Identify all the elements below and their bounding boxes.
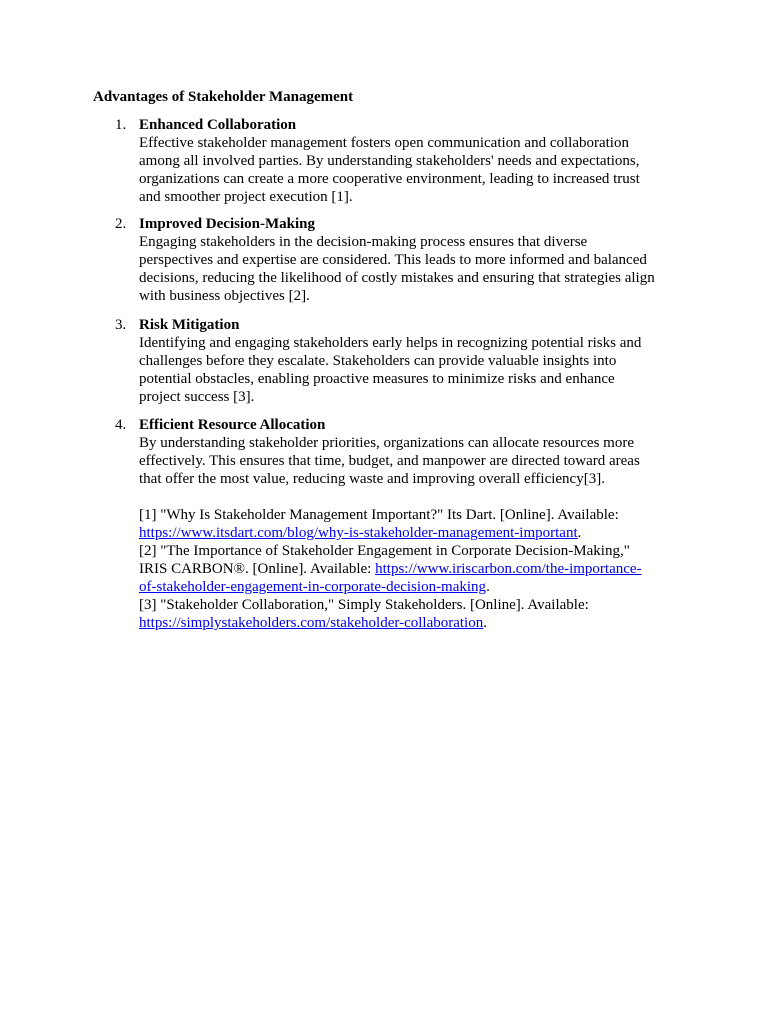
section-heading: Enhanced Collaboration (139, 117, 297, 133)
section-text-line: Identifying and engaging stakeholders early helps in recognizing potential risks and (139, 335, 642, 351)
reference-3-period: . (483, 615, 487, 631)
references (139, 506, 699, 632)
section-text-line: perspectives and expertise are considered. This leads to more informed and balanced (139, 252, 647, 268)
section-number: 3. (115, 317, 127, 333)
reference-1-link[interactable]: https://www.itsdart.com/blog/why-is-stakeholder-management-important (139, 525, 578, 541)
section-text-line: that offer the most value, reducing waste and improving overall efficiency[3]. (139, 471, 605, 487)
reference-2-text: [2] "The Importance of Stakeholder Engagement in Corporate Decision-Making," (139, 543, 630, 559)
reference-1-text: [1] "Why Is Stakeholder Management Important?" Its Dart. [Online]. Available: (139, 507, 619, 523)
reference-3-link[interactable]: https://simplystakeholders.com/stakeholder-collaboration (139, 615, 484, 631)
section-text-line: organizations can create a more cooperative environment, leading to increased trust (139, 171, 640, 187)
section-number: 1. (115, 117, 127, 133)
section-number: 2. (115, 216, 127, 232)
reference-2-source-line (139, 560, 699, 578)
section-text-line: Effective stakeholder management fosters open communication and collaboration (139, 135, 629, 151)
reference-2-period: . (486, 579, 490, 595)
section-body (139, 316, 679, 406)
section-text-line: with business objectives [2]. (139, 288, 310, 304)
section-text-line: project success [3]. (139, 389, 255, 405)
section-text-line: potential obstacles, enabling proactive measures to minimize risks and enhance (139, 371, 615, 387)
document-title: Advantages of Stakeholder Management (93, 89, 354, 105)
section-text-line: challenges before they escalate. Stakeholders can provide valuable insights into (139, 353, 617, 369)
section-text-line: decisions, reducing the likelihood of costly mistakes and ensuring that strategies align (139, 270, 655, 286)
section-body (139, 416, 679, 488)
section-heading: Risk Mitigation (139, 317, 240, 333)
reference-2-link-continued[interactable]: of-stakeholder-engagement-in-corporate-decision-making (139, 579, 487, 595)
section-text-line: By understanding stakeholder priorities, organizations can allocate resources more (139, 435, 634, 451)
section-number: 4. (115, 417, 127, 433)
reference-2-link[interactable]: https://www.iriscarbon.com/the-importance- (375, 561, 642, 577)
section-body (139, 215, 679, 305)
reference-2-source: IRIS CARBON®. [Online]. Available: (139, 561, 376, 577)
section-text-line: effectively. This ensures that time, budget, and manpower are directed toward areas (139, 453, 640, 469)
reference-1-link-line (139, 524, 699, 542)
section-heading: Improved Decision-Making (139, 216, 315, 232)
reference-1-period: . (577, 525, 582, 541)
section-text-line: among all involved parties. By understanding stakeholders' needs and expectations, (139, 153, 640, 169)
section-text-line: Engaging stakeholders in the decision-making process ensures that diverse (139, 234, 588, 250)
section-text-line: and smoother project execution [1]. (139, 189, 353, 205)
section-body (139, 116, 679, 206)
reference-3-link-line (139, 614, 699, 632)
section-heading: Efficient Resource Allocation (139, 417, 326, 433)
reference-2-link-line (139, 578, 699, 596)
reference-3-text: [3] "Stakeholder Collaboration," Simply Stakeholders. [Online]. Available: (139, 597, 589, 613)
